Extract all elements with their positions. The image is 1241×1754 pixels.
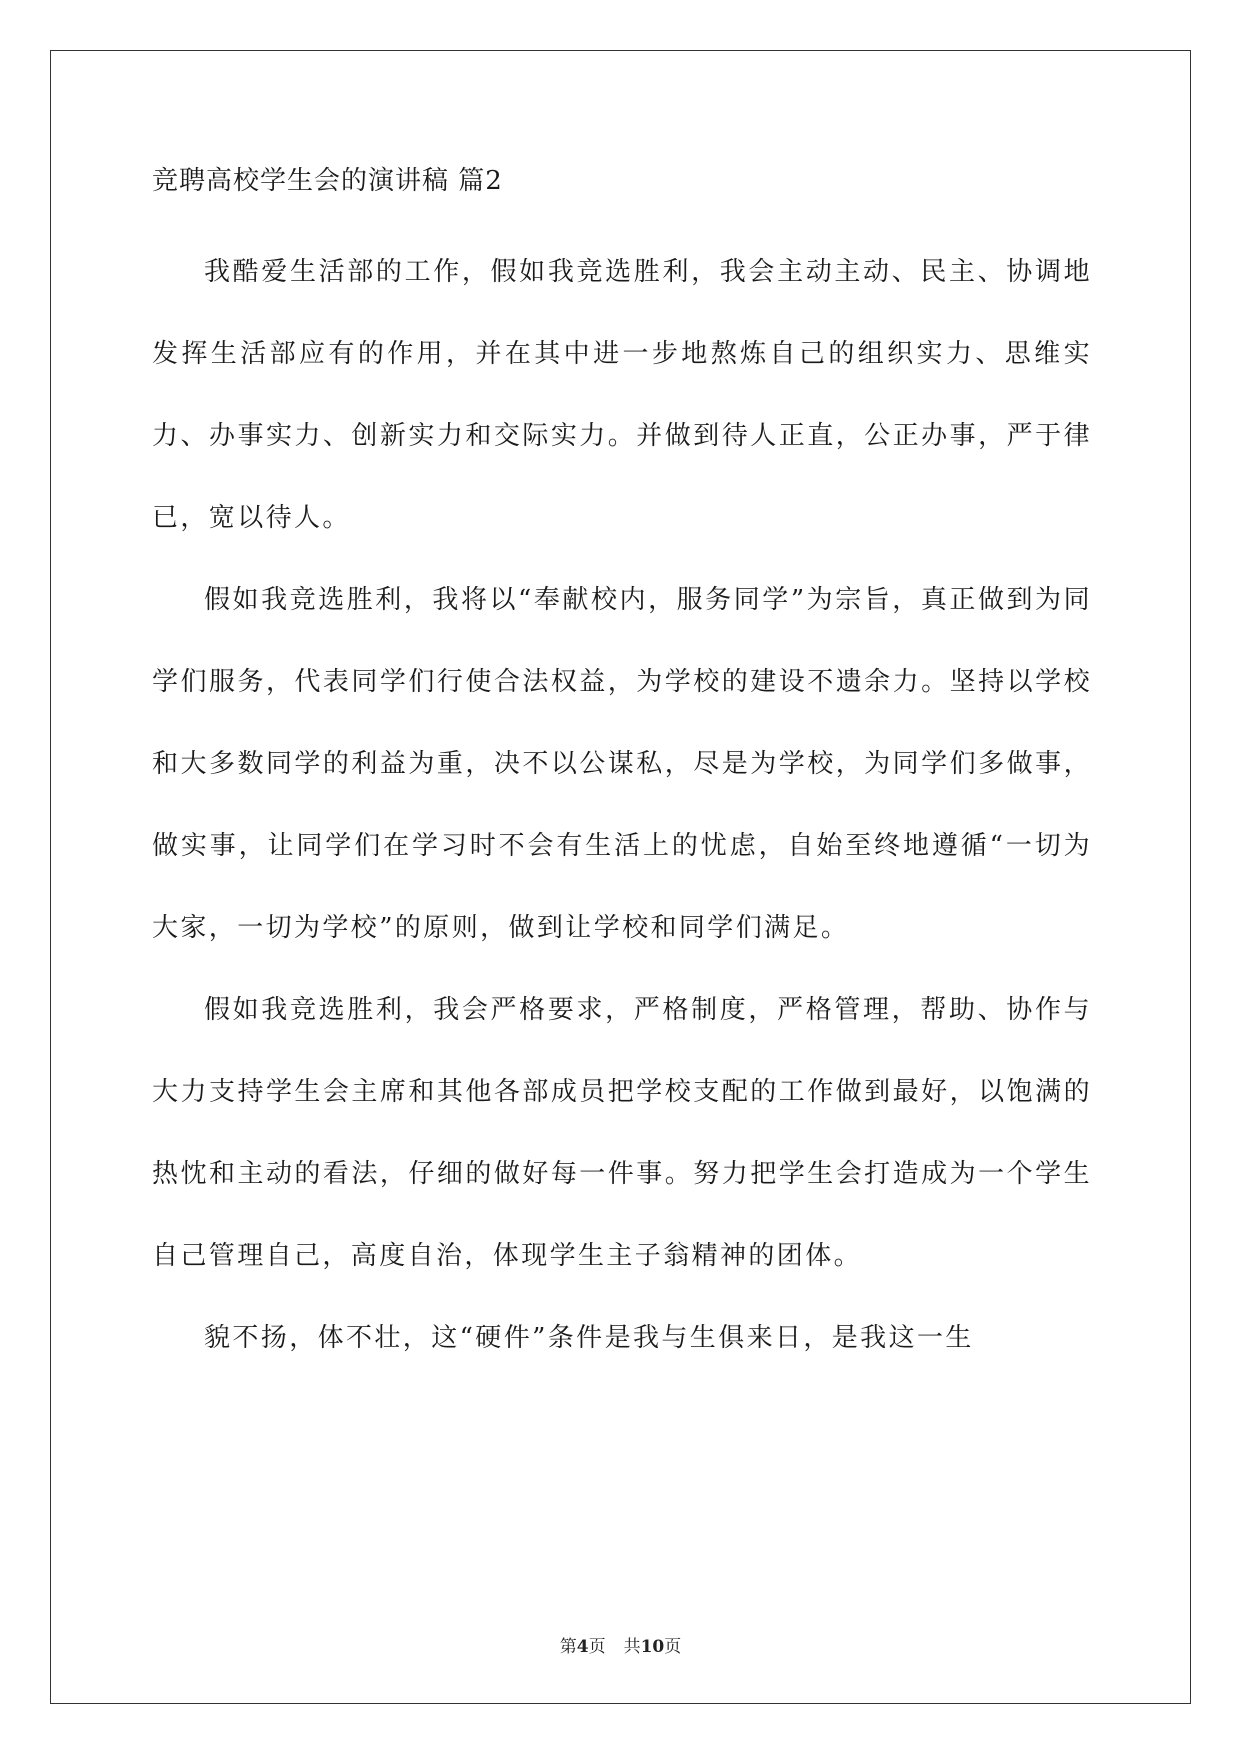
page-number-suffix: 页 — [588, 1637, 606, 1657]
paragraph-1: 我酷爱生活部的工作，假如我竞选胜利，我会主动主动、民主、协调地发挥生活部应有的作用，并在其中进一步地熬炼自己的组织实力、思维实力、办事实力、创新实力和交际实力。并做到待人正直，公正办事，严于律已，宽以待人。 — [152, 257, 1092, 533]
current-page-number: 4 — [576, 1637, 589, 1657]
page-footer — [0, 1636, 1241, 1658]
total-pages-prefix: 共 — [623, 1637, 641, 1657]
document-title: 竞聘高校学生会的演讲稿 篇2 — [152, 166, 503, 196]
paragraph-4: 貌不扬，体不壮，这“硬件”条件是我与生俱来日，是我这一生 — [204, 1323, 974, 1353]
page-number-prefix: 第 — [559, 1637, 577, 1657]
total-pages-suffix: 页 — [664, 1637, 682, 1657]
total-pages-number: 10 — [640, 1637, 665, 1657]
paragraph-3: 假如我竞选胜利，我会严格要求，严格制度，严格管理，帮助、协作与大力支持学生会主席和其他各部成员把学校支配的工作做到最好，以饱满的热忱和主动的看法，仔细的做好每一件事。努力把学生会打造成为一个学生自己管理自己，高度自治，体现学生主子翁精神的团体。 — [152, 995, 1092, 1271]
paragraph-2: 假如我竞选胜利，我将以“奉献校内，服务同学”为宗旨，真正做到为同学们服务，代表同学们行使合法权益，为学校的建设不遗余力。坚持以学校和大多数同学的利益为重，决不以公谋私，尽是为学校，为同学们多做事，做实事，让同学们在学习时不会有生活上的忧虑，自始至终地遵循“一切为大家，一切为学校”的原则，做到让学校和同学们满足。 — [152, 585, 1092, 943]
document-body — [152, 165, 1092, 1379]
